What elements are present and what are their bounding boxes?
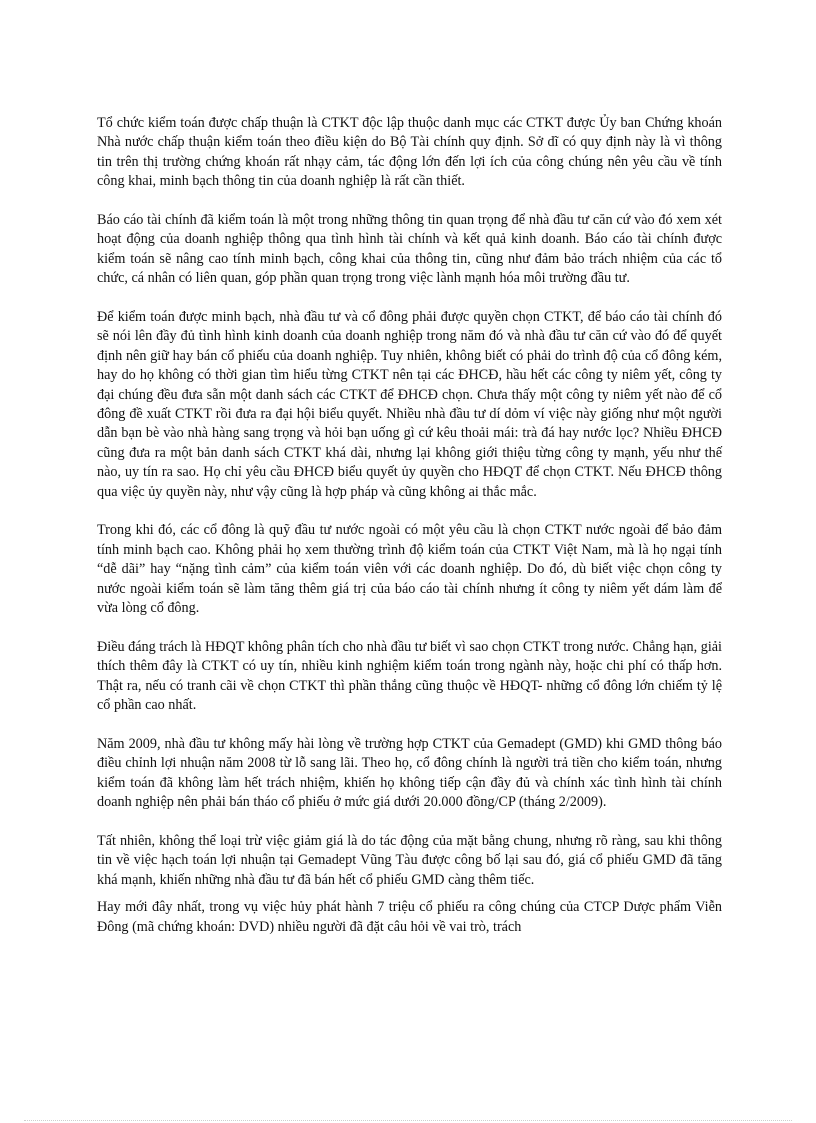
paragraph-gemadept-2009: Năm 2009, nhà đầu tư không mấy hài lòng về trường hợp CTKT của Gemadept (GMD) khi GMD thông báo điều chỉnh lợi nhuận năm 2008 từ lỗ sang lãi. Theo họ, cổ đông chính là người trả tiền cho kiểm toán, nhưng kiểm toán đã không làm hết trách nhiệm, khiến họ không tiếp cận đầy đủ và chính xác tình hình tài chính doanh nghiệp nên phải bán tháo cổ phiếu ở mức giá dưới 20.000 đồng/CP (tháng 2/2009). xyxy=(97,735,722,811)
document-body xyxy=(97,114,722,956)
paragraph-foreign-funds: Trong khi đó, các cổ đông là quỹ đầu tư nước ngoài có một yêu cầu là chọn CTKT nước ngoài để bảo đảm tính minh bạch cao. Không phải họ xem thường trình độ kiểm toán của CTKT Việt Nam, mà là họ ngại tính “dễ dãi” hay “nặng tình cảm” của kiểm toán viên với các doanh nghiệp. Do đó, dù biết việc chọn công ty nước ngoài kiểm toán sẽ làm tăng thêm giá trị của báo cáo tài chính nhưng ít công ty niêm yết dám làm để vừa lòng cổ đông. xyxy=(97,522,722,617)
paragraph-shareholder-right-to-choose: Để kiểm toán được minh bạch, nhà đầu tư và cổ đông phải được quyền chọn CTKT, để báo cáo tài chính đó sẽ nói lên đầy đủ tình hình kinh doanh của doanh nghiệp trong năm đó và nhà đầu tư căn cứ vào đó để quyết định nên giữ hay bán cổ phiếu của doanh nghiệp. Tuy nhiên, không biết có phải do trình độ của cổ đông kém, hay do họ không có thời gian tìm hiểu từng CTKT nên tại các ĐHCĐ, hầu hết các công ty niêm yết, công ty đại chúng đều đưa sẵn một danh sách các CTKT để ĐHCĐ chọn. Chưa thấy một công ty niêm yết nào để cổ đông đề xuất CTKT rồi đưa ra đại hội biểu quyết. Nhiều nhà đầu tư dí dỏm ví việc này giống như một người dẫn bạn bè vào nhà hàng sang trọng và hỏi bạn uống gì cứ kêu thoải mái: trà đá hay nước lọc? Nhiều ĐHCĐ cũng đưa ra một bản danh sách CTKT khá dài, nhưng lại không giới thiệu từng công ty mạnh, yếu như thế nào, uy tín ra sao. Họ chỉ yêu cầu ĐHCĐ biểu quyết ủy quyền cho HĐQT để chọn CTKT. Nếu ĐHCĐ thông qua việc ủy quyền này, như vậy cũng là hợp pháp và cũng không ai thắc mắc. xyxy=(97,309,722,500)
page-bottom-divider xyxy=(24,1120,792,1121)
paragraph-dvd-case: Hay mới đây nhất, trong vụ việc hủy phát hành 7 triệu cổ phiếu ra công chúng của CTCP Dược phẩm Viễn Đông (mã chứng khoán: DVD) nhiều người đã đặt câu hỏi về vai trò, trách xyxy=(97,899,722,935)
paragraph-gmd-price: Tất nhiên, không thể loại trừ việc giảm giá là do tác động của mặt bằng chung, nhưng rõ ràng, sau khi thông tin về việc hạch toán lợi nhuận tại Gemadept Vũng Tàu được công bố lại sau đó, giá cổ phiếu GMD đã tăng khá mạnh, khiến những nhà đầu tư đã bán hết cổ phiếu GMD càng thêm tiếc. xyxy=(97,832,722,888)
paragraph-audited-financial-statements: Báo cáo tài chính đã kiểm toán là một trong những thông tin quan trọng để nhà đầu tư căn cứ vào đó xem xét hoạt động của doanh nghiệp thông qua tình hình tài chính và kết quả kinh doanh. Báo cáo tài chính được kiểm toán sẽ nâng cao tính minh bạch, công khai của thông tin, cũng như đảm bảo trách nhiệm của các tổ chức, cá nhân có liên quan, góp phần quan trọng trong việc lành mạnh hóa môi trường đầu tư. xyxy=(97,212,722,287)
paragraph-approved-audit-firms: Tổ chức kiểm toán được chấp thuận là CTKT độc lập thuộc danh mục các CTKT được Ủy ban Chứng khoán Nhà nước chấp thuận kiểm toán theo điều kiện do Bộ Tài chính quy định. Sở dĩ có quy định này là vì thông tin trên thị trường chứng khoán rất nhạy cảm, tác động lớn đến lợi ích của công chúng nên yêu cầu về tính công khai, minh bạch thông tin của doanh nghiệp là rất cần thiết. xyxy=(97,115,722,190)
paragraph-board-responsibility: Điều đáng trách là HĐQT không phân tích cho nhà đầu tư biết vì sao chọn CTKT trong nước. Chẳng hạn, giải thích thêm đây là CTKT có uy tín, nhiều kinh nghiệm kiểm toán trong ngành này, hoặc chi phí có thấp hơn. Thật ra, nếu có tranh cãi về chọn CTKT thì phần thắng cũng thuộc về HĐQT- những cổ đông lớn chiếm tỷ lệ cổ phần cao nhất. xyxy=(97,638,722,714)
